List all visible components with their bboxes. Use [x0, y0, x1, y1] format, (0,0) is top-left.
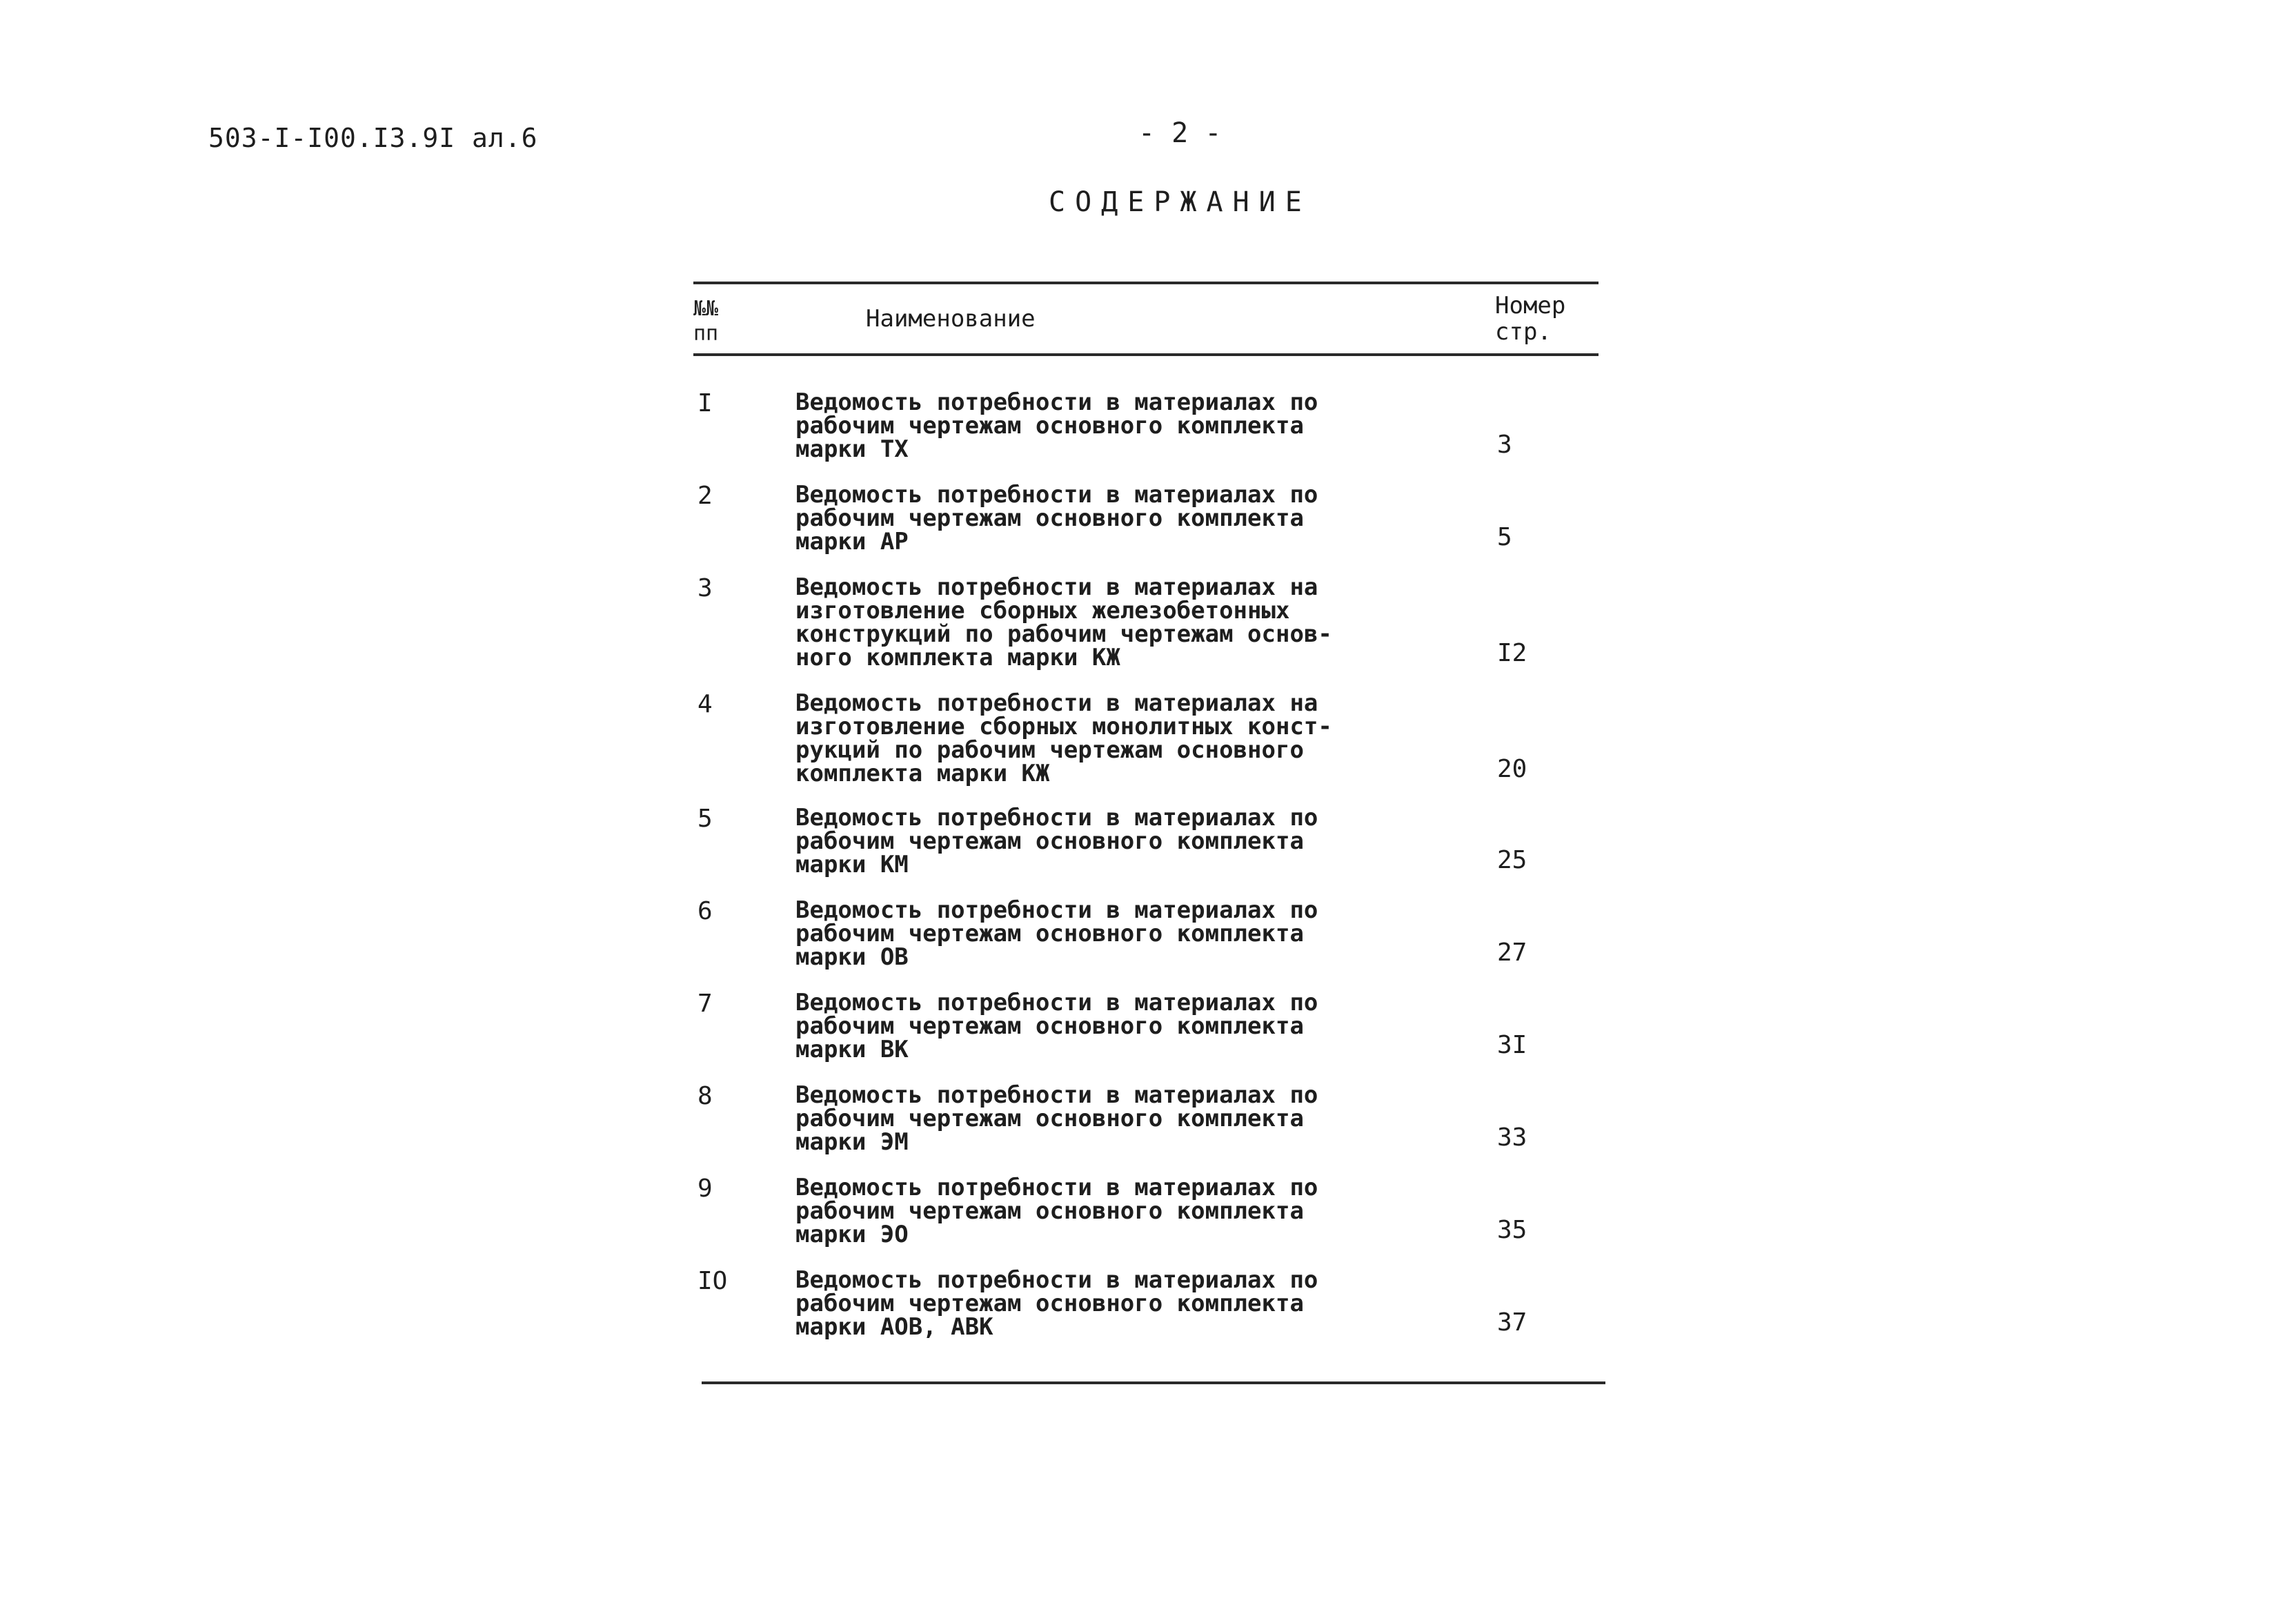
row-title: Ведомость потребности в материалах по рабочим чертежам основного комплекта марки ВК [795, 989, 1318, 1063]
row-number: 9 [697, 1174, 713, 1203]
row-page-number: 25 [1497, 846, 1527, 874]
column-header-number: №№ пп [693, 297, 719, 346]
row-number: 7 [697, 990, 713, 1018]
row-number: 2 [697, 482, 713, 510]
row-number: 4 [697, 690, 713, 718]
row-number: 8 [697, 1082, 713, 1110]
document-code: 503-I-I00.I3.9I ал.6 [208, 123, 538, 153]
row-title: Ведомость потребности в материалах на изготовление сборных железобетонных конструкций по рабочим чертежам основ- ного комплекта марки КЖ [795, 573, 1332, 671]
column-header-page: Номер стр. [1495, 292, 1566, 346]
row-title: Ведомость потребности в материалах по рабочим чертежам основного комплекта марки ОВ [795, 896, 1318, 971]
row-number: IO [697, 1267, 728, 1295]
row-page-number: 3I [1497, 1031, 1527, 1059]
row-page-number: 3 [1497, 431, 1512, 459]
row-page-number: 33 [1497, 1123, 1527, 1152]
table-bottom-rule [702, 1381, 1605, 1384]
row-number: 5 [697, 805, 713, 833]
row-title: Ведомость потребности в материалах на изготовление сборных монолитных конст- рукций по рабочим чертежам основного комплекта марки КЖ [795, 689, 1332, 787]
row-page-number: 27 [1497, 938, 1527, 967]
row-number: 3 [697, 574, 713, 602]
row-title: Ведомость потребности в материалах по рабочим чертежам основного комплекта марки АР [795, 481, 1318, 555]
page-number: - 2 - [1138, 117, 1222, 149]
row-title: Ведомость потребности в материалах по рабочим чертежам основного комплекта марки ЭМ [795, 1081, 1318, 1156]
column-header-name: Наименование [866, 305, 1036, 333]
row-page-number: 35 [1497, 1216, 1527, 1244]
row-page-number: 5 [1497, 523, 1512, 551]
row-number: 6 [697, 897, 713, 925]
row-page-number: I2 [1497, 639, 1527, 667]
table-top-rule [693, 282, 1599, 284]
row-title: Ведомость потребности в материалах по рабочим чертежам основного комплекта марки ЭО [795, 1174, 1318, 1248]
page-title: СОДЕРЖАНИЕ [1049, 186, 1312, 218]
table-header-rule [693, 353, 1599, 356]
row-title: Ведомость потребности в материалах по рабочим чертежам основного комплекта марки ТХ [795, 388, 1318, 463]
row-page-number: 37 [1497, 1308, 1527, 1337]
row-title: Ведомость потребности в материалах по рабочим чертежам основного комплекта марки КМ [795, 804, 1318, 878]
contents-table [693, 282, 1601, 1393]
row-page-number: 20 [1497, 755, 1527, 783]
row-number: I [697, 389, 713, 417]
row-title: Ведомость потребности в материалах по рабочим чертежам основного комплекта марки АОВ, АВК [795, 1266, 1318, 1341]
